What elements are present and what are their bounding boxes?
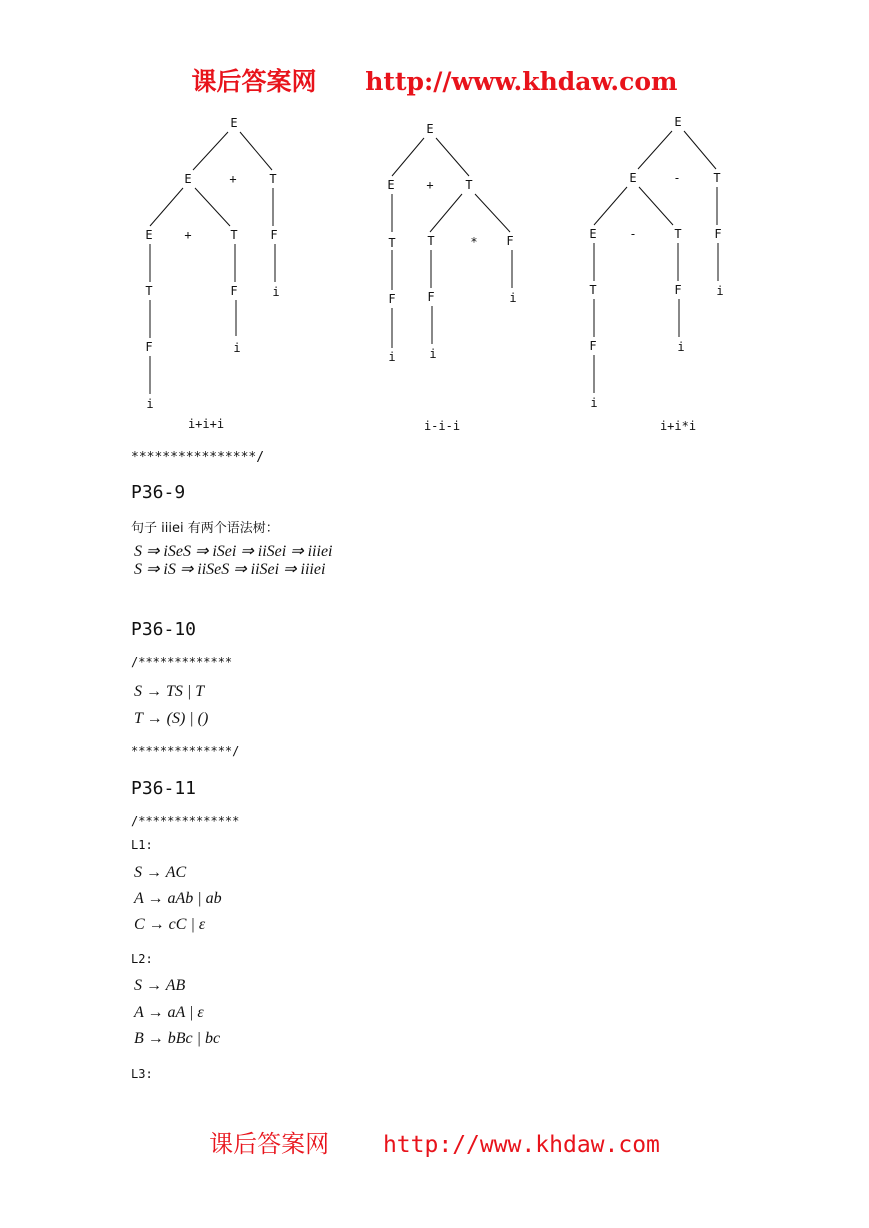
- tree3-node: F: [674, 283, 682, 297]
- tree1-node: T: [269, 172, 277, 186]
- tree1-node: E: [145, 228, 153, 242]
- tree2-node: F: [506, 234, 514, 248]
- tree3-node: -: [673, 171, 681, 185]
- grammar-rule: A → aAb | ab: [134, 890, 222, 907]
- p36-9-intro: 句子 iiiei 有两个语法树：: [131, 521, 279, 536]
- derivation-2: S ⇒ iS ⇒ iiSeS ⇒ iiSei ⇒ iiiei: [134, 561, 326, 578]
- section-heading-p36-11: P36-11: [131, 778, 197, 799]
- tree2-node: *: [470, 235, 478, 249]
- tree1-caption: i+i+i: [187, 417, 225, 431]
- tree2-node: T: [465, 178, 473, 192]
- tree3-node: E: [629, 171, 637, 185]
- derivation-1: S ⇒ iSeS ⇒ iSei ⇒ iiSei ⇒ iiiei: [134, 543, 333, 560]
- comment-close: ****************/: [131, 450, 265, 465]
- tree1-node: F: [145, 340, 153, 354]
- grammar-rule: S → AB: [134, 977, 186, 994]
- grammar-rule: A → aA | ε: [134, 1004, 204, 1021]
- tree2-node: F: [388, 292, 396, 306]
- tree3-node: T: [589, 283, 597, 297]
- tree2-node: i: [388, 350, 396, 364]
- tree3-node: i: [590, 396, 598, 410]
- tree2-caption: i-i-i: [423, 419, 461, 433]
- grammar-rule: T → (S) | (): [134, 710, 209, 727]
- tree3-node: E: [589, 227, 597, 241]
- tree2-node: T: [388, 236, 396, 250]
- tree2-node: T: [427, 234, 435, 248]
- grammar-rule: S → AC: [134, 864, 187, 881]
- section-heading-p36-9: P36-9: [131, 482, 186, 503]
- tree2-node: i: [509, 291, 517, 305]
- comment-open: /*************: [131, 655, 233, 669]
- grammar-rule: C → cC | ε: [134, 916, 206, 933]
- parse-trees: [0, 0, 869, 450]
- tree2-node: E: [387, 178, 395, 192]
- language-label-l2: L2:: [131, 952, 153, 966]
- tree1-node: E: [230, 116, 238, 130]
- tree3-node: i: [716, 284, 724, 298]
- tree2-node: +: [426, 178, 434, 192]
- tree1-node: E: [184, 172, 192, 186]
- tree1-node: T: [230, 228, 238, 242]
- tree3-node: F: [589, 339, 597, 353]
- footer-site-name: 课后答案网: [209, 1130, 330, 1158]
- tree3-node: F: [714, 227, 722, 241]
- tree1-node: F: [230, 284, 238, 298]
- tree1-node: i: [233, 341, 241, 355]
- header-site-name: 课后答案网: [191, 67, 317, 96]
- grammar-rule: B → bBc | bc: [134, 1030, 221, 1047]
- section-heading-p36-10: P36-10: [131, 619, 197, 640]
- tree3-node: i: [677, 340, 685, 354]
- footer-url[interactable]: http://www.khdaw.com: [382, 1132, 660, 1158]
- page-footer: [0, 1124, 869, 1159]
- tree1-node: F: [270, 228, 278, 242]
- tree3-node: -: [629, 227, 637, 241]
- tree2-node: i: [429, 347, 437, 361]
- tree3-node: E: [674, 115, 682, 129]
- comment-open: /**************: [131, 814, 240, 828]
- language-label-l1: L1:: [131, 838, 153, 852]
- tree3-node: T: [674, 227, 682, 241]
- tree-3: [589, 115, 723, 433]
- tree1-node: +: [184, 228, 192, 242]
- comment-close: **************/: [131, 744, 240, 758]
- header-url[interactable]: http://www.khdaw.com: [365, 67, 678, 96]
- tree-1: [145, 116, 279, 431]
- tree2-node: F: [427, 290, 435, 304]
- tree1-node: i: [272, 285, 280, 299]
- tree2-node: E: [426, 122, 434, 136]
- tree1-node: T: [145, 284, 153, 298]
- tree1-node: i: [146, 397, 154, 411]
- tree3-caption: i+i*i: [659, 419, 697, 433]
- grammar-rule: S → TS | T: [134, 683, 205, 700]
- language-label-l3: L3:: [131, 1067, 153, 1081]
- tree1-node: +: [229, 172, 237, 186]
- tree-2: [387, 122, 516, 433]
- tree3-node: T: [713, 171, 721, 185]
